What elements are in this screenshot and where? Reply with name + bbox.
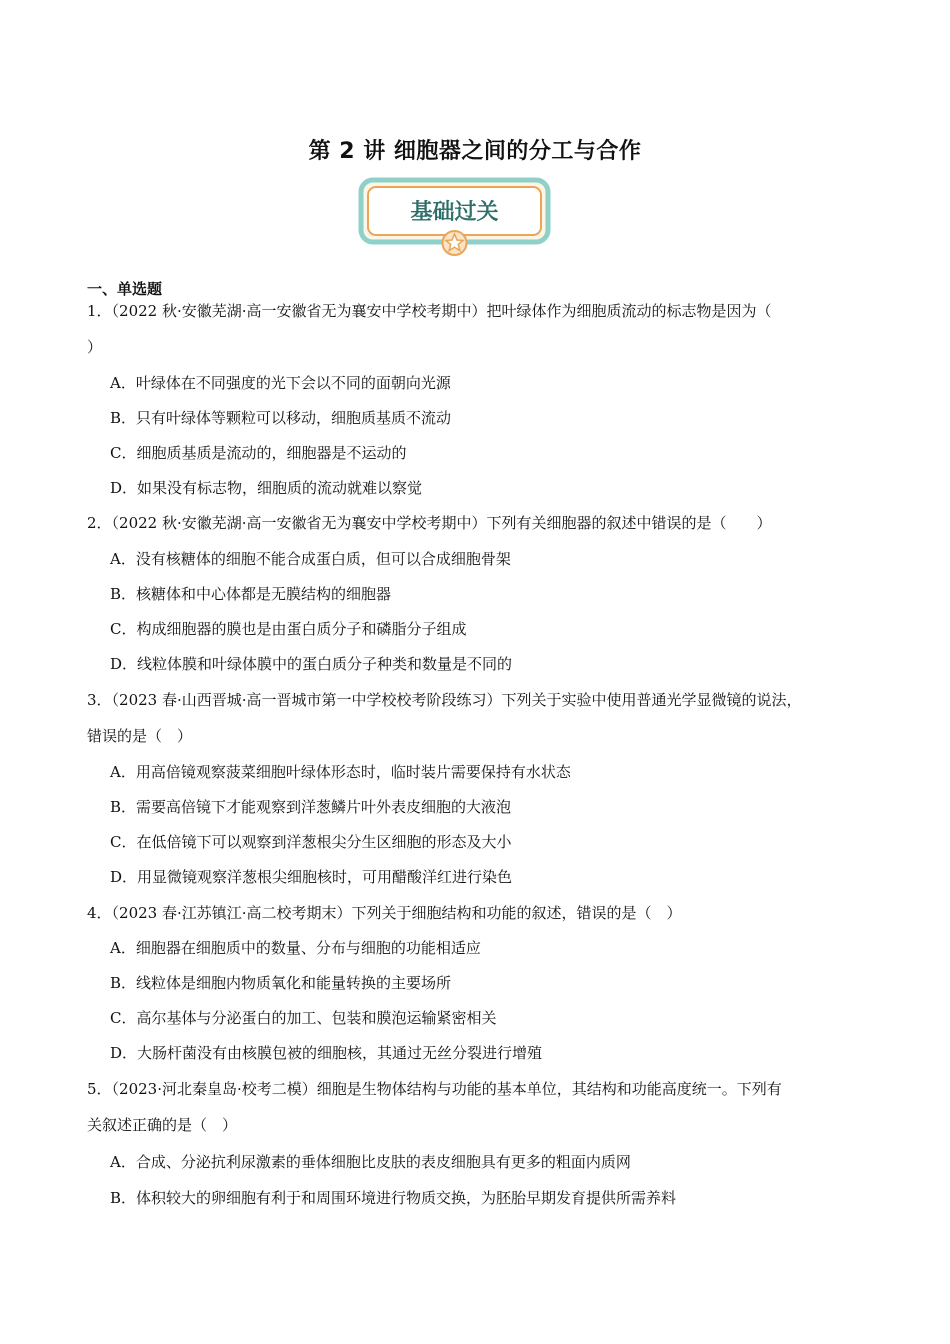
badge-basic-level: [358, 177, 551, 257]
question-4-option-b: B．线粒体是细胞内物质氧化和能量转换的主要场所: [110, 974, 452, 992]
question-3-option-a: A．用高倍镜观察菠菜细胞叶绿体形态时，临时装片需要保持有水状态: [110, 763, 571, 781]
badge-label: 基础过关: [410, 200, 499, 225]
section-heading: 一、单选题: [87, 280, 163, 298]
question-2-option-c: C．构成细胞器的膜也是由蛋白质分子和磷脂分子组成: [110, 620, 467, 638]
question-3-option-d: D．用显微镜观察洋葱根尖细胞核时，可用醋酸洋红进行染色: [110, 868, 513, 886]
question-4-option-c: C．高尔基体与分泌蛋白的加工、包装和膜泡运输紧密相关: [110, 1009, 497, 1027]
question-2-option-a: A．没有核糖体的细胞不能合成蛋白质，但可以合成细胞骨架: [110, 550, 511, 568]
page-title: 第 2 讲 细胞器之间的分工与合作: [308, 139, 642, 164]
question-1-stem: 1．（2022 秋·安徽芜湖·高一安徽省无为襄安中学校考期中）把叶绿体作为细胞质流动的标志物是因为（: [87, 302, 772, 320]
question-1-option-a: A．叶绿体在不同强度的光下会以不同的面朝向光源: [110, 374, 451, 392]
question-3-stem-cont: 错误的是（ ）: [87, 727, 193, 745]
question-3-option-b: B．需要高倍镜下才能观察到洋葱鳞片叶外表皮细胞的大液泡: [110, 798, 512, 816]
question-2-stem: 2．（2022 秋·安徽芜湖·高一安徽省无为襄安中学校考期中）下列有关细胞器的叙述中错误的是（ ）: [87, 514, 772, 532]
question-1-option-c: C．细胞质基质是流动的，细胞器是不运动的: [110, 444, 407, 462]
question-1-stem-cont: ）: [87, 338, 103, 356]
question-1-option-b: B．只有叶绿体等颗粒可以移动，细胞质基质不流动: [110, 409, 452, 427]
question-4-option-a: A．细胞器在细胞质中的数量、分布与细胞的功能相适应: [110, 939, 481, 957]
question-3-option-c: C．在低倍镜下可以观察到洋葱根尖分生区细胞的形态及大小: [110, 833, 512, 851]
question-5-stem: 5．（2023·河北秦皇岛·校考二模）细胞是生物体结构与功能的基本单位，其结构和功能高度统一。下列有: [87, 1080, 782, 1098]
question-3-stem: 3．（2023 春·山西晋城·高一晋城市第一中学校校考阶段练习）下列关于实验中使用普通光学显微镜的说法，: [87, 691, 802, 709]
question-2-option-d: D．线粒体膜和叶绿体膜中的蛋白质分子种类和数量是不同的: [110, 655, 513, 673]
question-4-option-d: D．大肠杆菌没有由核膜包被的细胞核，其通过无丝分裂进行增殖: [110, 1044, 543, 1062]
question-5-stem-cont: 关叙述正确的是（ ）: [87, 1116, 238, 1134]
question-2-option-b: B．核糖体和中心体都是无膜结构的细胞器: [110, 585, 392, 603]
question-5-option-b: B．体积较大的卵细胞有利于和周围环境进行物质交换，为胚胎早期发育提供所需养料: [110, 1189, 677, 1207]
question-1-option-d: D．如果没有标志物，细胞质的流动就难以察觉: [110, 479, 423, 497]
question-5-option-a: A．合成、分泌抗利尿激素的垂体细胞比皮肤的表皮细胞具有更多的粗面内质网: [110, 1153, 631, 1171]
question-4-stem: 4．（2023 春·江苏镇江·高二校考期末）下列关于细胞结构和功能的叙述，错误的是（ ）: [87, 904, 682, 922]
